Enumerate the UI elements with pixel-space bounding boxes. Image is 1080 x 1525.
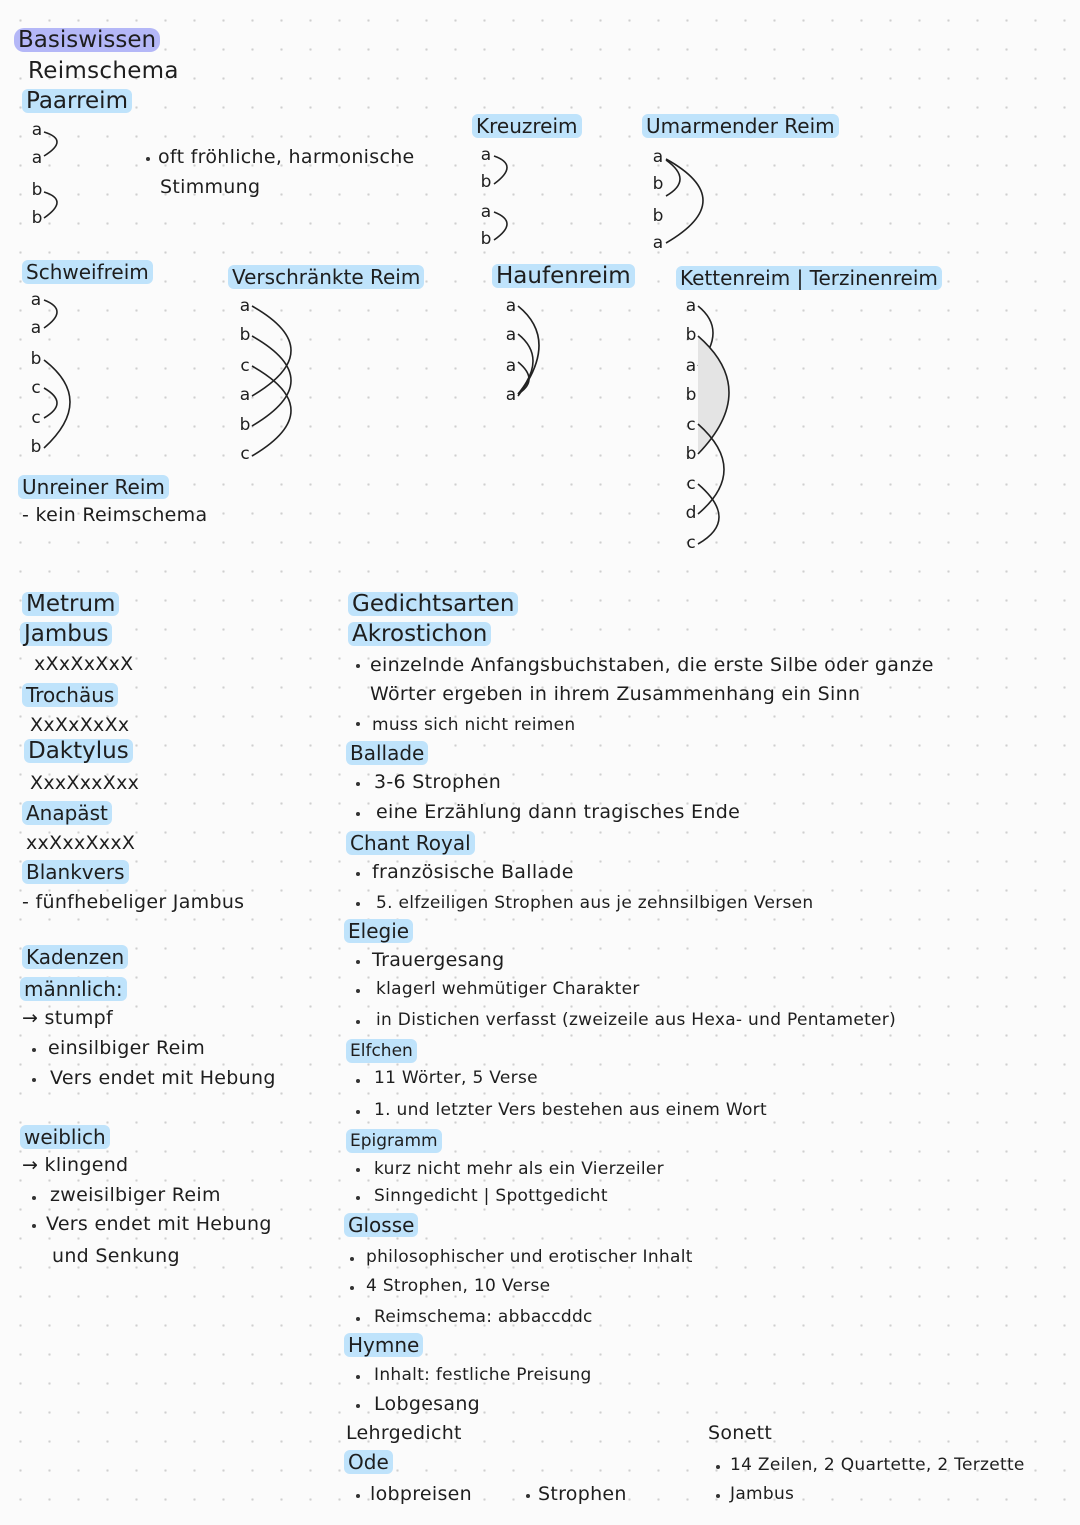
maennlich-stumpf: → stumpf xyxy=(22,1007,114,1029)
bullet-dot xyxy=(356,722,360,726)
bullet-dot xyxy=(526,1494,530,1498)
kadenzen-heading: Kadenzen xyxy=(22,945,128,969)
kettenreim-letter: c xyxy=(686,533,696,553)
ode-text: Strophen xyxy=(538,1483,627,1505)
verschraenkt-letter: a xyxy=(239,385,251,405)
bullet-dot xyxy=(356,1494,360,1498)
hymne-text: Lobgesang xyxy=(374,1393,481,1415)
bullet-dot xyxy=(716,1465,720,1469)
kettenreim-letter: b xyxy=(685,444,697,464)
kettenreim-letter: b xyxy=(685,325,697,345)
anapaest-pattern: xxXxxXxxX xyxy=(26,832,136,854)
elfchen-text: 1. und letzter Vers bestehen aus einem Wort xyxy=(374,1100,767,1120)
akrostichon-text: einzelnde Anfangsbuchstaben, die erste Silbe oder ganze xyxy=(370,654,934,676)
sonett-text: Jambus xyxy=(730,1484,795,1504)
haufenreim-letter: a xyxy=(505,385,517,405)
chant-royal-heading: Chant Royal xyxy=(346,831,475,855)
gedichtsarten-heading: Gedichtsarten xyxy=(348,592,518,616)
elegie-text: Trauergesang xyxy=(372,949,505,971)
glosse-text: 4 Strophen, 10 Verse xyxy=(366,1276,551,1296)
hymne-text: Inhalt: festliche Preisung xyxy=(374,1365,592,1385)
bullet-dot xyxy=(356,960,360,964)
schweifreim-letter: a xyxy=(30,318,42,338)
kreuzreim-letter: a xyxy=(480,145,492,165)
umarmend-letter: a xyxy=(652,147,664,167)
sonett-text: 14 Zeilen, 2 Quartette, 2 Terzette xyxy=(730,1455,1025,1475)
elfchen-heading: Elfchen xyxy=(346,1039,417,1063)
chant-royal-text: 5. elfzeiligen Strophen aus je zehnsilbigen Versen xyxy=(376,893,814,913)
jambus-pattern: xXxXxXxX xyxy=(34,653,134,675)
bullet-dot xyxy=(356,1020,360,1024)
bullet-dot xyxy=(356,782,360,786)
haufenreim-letter: a xyxy=(505,356,517,376)
verschraenkt-letter: c xyxy=(240,444,250,464)
bullet-dot xyxy=(356,1404,360,1408)
kettenreim-heading: Kettenreim | Terzinenreim xyxy=(676,266,942,290)
trochaeus-pattern: XxXxXxXx xyxy=(30,714,130,736)
umarmend-letter: b xyxy=(652,206,664,226)
haufenreim-letter: a xyxy=(505,325,517,345)
ballade-heading: Ballade xyxy=(346,741,428,765)
jambus-heading: Jambus xyxy=(20,622,112,646)
hymne-heading: Hymne xyxy=(344,1333,423,1357)
kettenreim-letter: b xyxy=(685,385,697,405)
bullet-dot xyxy=(356,664,360,668)
akrostichon-text: Wörter ergeben in ihrem Zusammenhang ein Sinn xyxy=(370,683,861,705)
bullet-dot xyxy=(32,1078,36,1082)
kettenreim-letter: a xyxy=(685,296,697,316)
schweifreim-letter: c xyxy=(31,408,41,428)
glosse-text: Reimschema: abbaccddc xyxy=(374,1307,593,1327)
kettenreim-letter: c xyxy=(686,474,696,494)
bullet-dot xyxy=(146,157,150,161)
kettenreim-letter: a xyxy=(685,356,697,376)
haufenreim-heading: Haufenreim xyxy=(492,264,635,288)
maennlich-heading: männlich: xyxy=(20,977,127,1001)
paarreim-note: oft fröhliche, harmonische xyxy=(158,146,415,168)
blankvers-heading: Blankvers xyxy=(22,860,129,884)
weiblich-vers: Vers endet mit Hebung xyxy=(46,1213,272,1235)
verschraenkt-letter: b xyxy=(239,415,251,435)
schweifreim-heading: Schweifreim xyxy=(22,260,153,284)
weiblich-heading: weiblich xyxy=(20,1125,110,1149)
weiblich-reim: zweisilbiger Reim xyxy=(50,1184,221,1206)
schweifreim-letter: b xyxy=(30,349,42,369)
paarreim-letter: b xyxy=(31,180,43,200)
kreuzreim-letter: b xyxy=(480,229,492,249)
paarreim-letter: b xyxy=(31,208,43,228)
glosse-heading: Glosse xyxy=(344,1213,418,1237)
ode-text: lobpreisen xyxy=(370,1483,473,1505)
bullet-dot xyxy=(32,1196,36,1200)
ballade-text: eine Erzählung dann tragisches Ende xyxy=(376,801,741,823)
haufenreim-letter: a xyxy=(505,296,517,316)
ballade-text: 3-6 Strophen xyxy=(374,771,502,793)
elegie-text: in Distichen verfasst (zweizeile aus Hexa- und Pentameter) xyxy=(376,1010,897,1030)
bullet-dot xyxy=(350,1286,354,1290)
anapaest-heading: Anapäst xyxy=(22,801,112,825)
lehrgedicht-heading: Lehrgedicht xyxy=(346,1422,462,1444)
bullet-dot xyxy=(356,872,360,876)
sonett-heading: Sonett xyxy=(708,1422,773,1444)
bullet-dot xyxy=(350,1257,354,1261)
epigramm-text: kurz nicht mehr als ein Vierzeiler xyxy=(374,1159,664,1179)
bullet-dot xyxy=(356,902,360,906)
elegie-heading: Elegie xyxy=(344,919,413,943)
kettenreim-letter: d xyxy=(685,503,697,523)
bullet-dot xyxy=(356,812,360,816)
page-title: Basiswissen xyxy=(14,28,160,52)
umarmend-letter: a xyxy=(652,233,664,253)
verschraenkt-letter: c xyxy=(240,356,250,376)
ode-heading: Ode xyxy=(344,1450,393,1474)
unreiner-reim-note: - kein Reimschema xyxy=(22,504,208,526)
bullet-dot xyxy=(32,1224,36,1228)
daktylus-pattern: XxxXxxXxx xyxy=(30,772,140,794)
bullet-dot xyxy=(356,1079,360,1083)
glosse-text: philosophischer und erotischer Inhalt xyxy=(366,1247,693,1267)
reimschema-heading: Reimschema xyxy=(28,58,179,84)
umarmender-reim-heading: Umarmender Reim xyxy=(642,114,839,138)
bullet-dot xyxy=(356,1168,360,1172)
trochaeus-heading: Trochäus xyxy=(22,683,118,707)
kreuzreim-heading: Kreuzreim xyxy=(472,114,582,138)
schweifreim-letter: b xyxy=(30,437,42,457)
paarreim-heading: Paarreim xyxy=(22,89,132,113)
verschraenkte-reim-heading: Verschränkte Reim xyxy=(228,265,424,289)
weiblich-klingend: → klingend xyxy=(22,1154,129,1176)
paarreim-letter: a xyxy=(31,148,43,168)
schweifreim-letter: c xyxy=(31,378,41,398)
paarreim-note: Stimmung xyxy=(160,176,261,198)
schweifreim-letter: a xyxy=(30,290,42,310)
paarreim-letter: a xyxy=(31,120,43,140)
kreuzreim-letter: a xyxy=(480,202,492,222)
bullet-dot xyxy=(356,1196,360,1200)
blankvers-note: - fünfhebeliger Jambus xyxy=(22,891,245,913)
kreuzreim-letter: b xyxy=(480,172,492,192)
elegie-text: klagerl wehmütiger Charakter xyxy=(376,979,640,999)
verschraenkt-letter: a xyxy=(239,296,251,316)
epigramm-heading: Epigramm xyxy=(346,1129,442,1153)
maennlich-reim: einsilbiger Reim xyxy=(48,1037,206,1059)
maennlich-vers: Vers endet mit Hebung xyxy=(50,1067,276,1089)
bullet-dot xyxy=(356,1110,360,1114)
epigramm-text: Sinngedicht | Spottgedicht xyxy=(374,1186,608,1206)
bullet-dot xyxy=(356,989,360,993)
metrum-heading: Metrum xyxy=(22,592,119,616)
elfchen-text: 11 Wörter, 5 Verse xyxy=(374,1068,538,1088)
unreiner-reim-heading: Unreiner Reim xyxy=(18,475,169,499)
daktylus-heading: Daktylus xyxy=(24,739,133,763)
bullet-dot xyxy=(32,1048,36,1052)
bullet-dot xyxy=(356,1317,360,1321)
umarmend-letter: b xyxy=(652,174,664,194)
chant-royal-text: französische Ballade xyxy=(372,861,574,883)
verschraenkt-letter: b xyxy=(239,325,251,345)
bullet-dot xyxy=(356,1375,360,1379)
akrostichon-text: muss sich nicht reimen xyxy=(372,715,576,735)
weiblich-senkung: und Senkung xyxy=(52,1245,180,1267)
akrostichon-heading: Akrostichon xyxy=(348,622,491,646)
bullet-dot xyxy=(716,1494,720,1498)
kettenreim-letter: c xyxy=(686,415,696,435)
